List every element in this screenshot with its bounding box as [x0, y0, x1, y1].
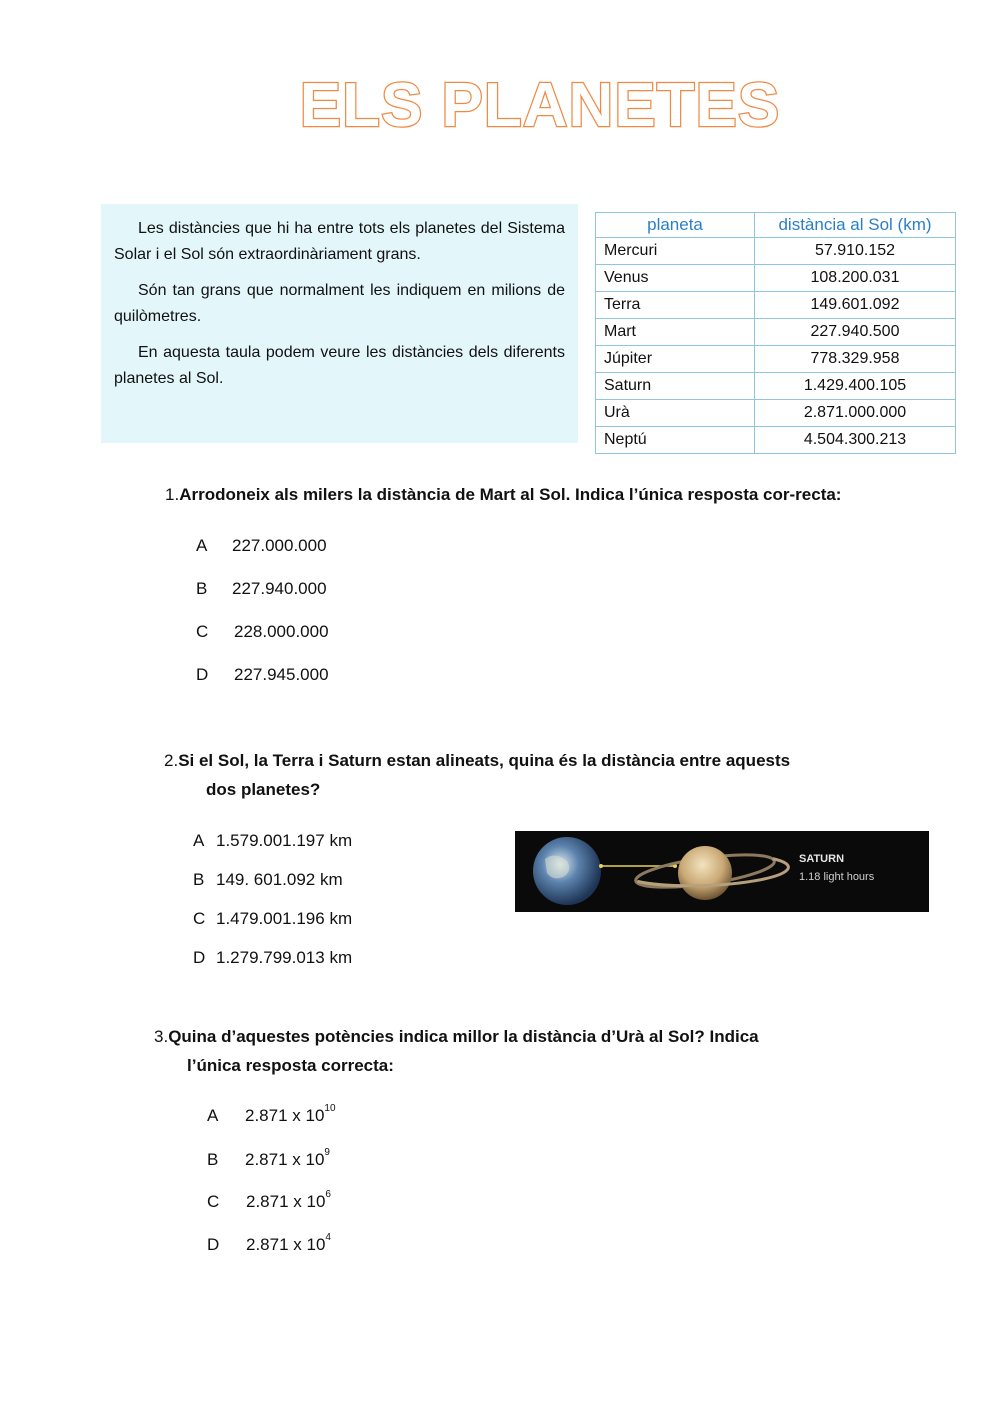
option-letter: C [196, 622, 209, 641]
option-value: 227.000.000 [232, 536, 327, 555]
option-exponent: 4 [325, 1232, 331, 1243]
q2-option-c[interactable] [193, 909, 352, 929]
header-distance: distància al Sol (km) [755, 213, 956, 238]
table-row [596, 292, 956, 319]
intro-paragraph: Les distàncies que hi ha entre tots els planetes del Sistema Solar i el Sol són extraordinàriament grans. [114, 220, 565, 263]
planet-name: Terra [596, 292, 755, 319]
option-exponent: 9 [324, 1147, 330, 1158]
planet-distance: 2.871.000.000 [755, 400, 956, 427]
option-letter: C [193, 909, 206, 928]
planet-name: Júpiter [596, 346, 755, 373]
option-value: 228.000.000 [234, 622, 329, 641]
option-value: 227.940.000 [232, 579, 327, 598]
q1-option-d[interactable] [196, 665, 329, 685]
option-exponent: 6 [325, 1189, 331, 1200]
option-letter: D [207, 1235, 220, 1254]
option-base: 2.871 x 10 [246, 1192, 326, 1211]
question-text: Si el Sol, la Terra i Saturn estan alineats, quina és la distància entre aquests [178, 751, 791, 770]
saturn-sublabel: 1.18 light hours [799, 871, 875, 883]
planet-name: Saturn [596, 373, 755, 400]
table-row [596, 319, 956, 346]
option-letter: A [193, 831, 205, 850]
option-letter: A [207, 1106, 219, 1125]
planet-distance: 149.601.092 [755, 292, 956, 319]
table-row [596, 346, 956, 373]
table-row [596, 427, 956, 454]
intro-paragraph: Són tan grans que normalment les indiquem en milions de quilòmetres. [114, 282, 565, 325]
option-letter: B [207, 1150, 219, 1169]
q2-option-b[interactable] [193, 870, 343, 890]
question-number: 1. [165, 485, 180, 504]
distance-table [595, 212, 956, 454]
q3-option-d[interactable] [207, 1232, 331, 1255]
question-number: 2. [164, 751, 179, 770]
q1-option-c[interactable] [196, 622, 329, 642]
option-letter: B [196, 579, 208, 598]
planet-distance: 227.940.500 [755, 319, 956, 346]
table-row [596, 373, 956, 400]
option-value: 1.279.799.013 km [216, 948, 353, 967]
earth-saturn-image [515, 831, 929, 912]
table-header-row [596, 213, 956, 238]
planet-name: Neptú [596, 427, 755, 454]
planet-name: Venus [596, 265, 755, 292]
question-1 [165, 480, 841, 509]
intro-paragraph: En aquesta taula podem veure les distàncies dels diferents planetes al Sol. [114, 344, 565, 387]
q1-option-a[interactable] [196, 536, 327, 556]
q3-option-c[interactable] [207, 1189, 331, 1212]
q2-option-a[interactable] [193, 831, 352, 851]
question-text: Arrodoneix als milers la distància de Mart al Sol. Indica l’única resposta cor-recta: [179, 485, 842, 504]
question-text-cont: l’única resposta correcta: [187, 1056, 394, 1075]
option-letter: B [193, 870, 205, 889]
option-letter: C [207, 1192, 220, 1211]
q3-option-a[interactable] [207, 1103, 336, 1126]
planet-name: Urà [596, 400, 755, 427]
option-letter: D [196, 665, 209, 684]
planet-distance: 4.504.300.213 [755, 427, 956, 454]
question-3 [154, 1022, 759, 1080]
option-value: 1.479.001.196 km [216, 909, 353, 928]
table-row [596, 238, 956, 265]
q3-option-b[interactable] [207, 1147, 330, 1170]
option-base: 2.871 x 10 [245, 1150, 325, 1169]
option-base: 2.871 x 10 [246, 1235, 326, 1254]
planet-distance: 1.429.400.105 [755, 373, 956, 400]
q1-option-b[interactable] [196, 579, 327, 599]
table-row [596, 265, 956, 292]
planet-distance: 57.910.152 [755, 238, 956, 265]
page-title: ELS PLANETES [299, 71, 781, 140]
question-text-cont: dos planetes? [206, 780, 321, 799]
option-value: 1.579.001.197 km [216, 831, 353, 850]
question-text: Quina d’aquestes potències indica millor la distància d’Urà al Sol? Indica [168, 1027, 759, 1046]
option-value: 149. 601.092 km [216, 870, 343, 889]
question-number: 3. [154, 1027, 169, 1046]
option-letter: A [196, 536, 208, 555]
intro-box [101, 204, 578, 443]
planet-distance: 778.329.958 [755, 346, 956, 373]
option-value: 227.945.000 [234, 665, 329, 684]
q2-option-d[interactable] [193, 948, 352, 968]
planet-name: Mart [596, 319, 755, 346]
option-base: 2.871 x 10 [245, 1106, 325, 1125]
option-exponent: 10 [324, 1103, 336, 1114]
saturn-label: SATURN [799, 853, 845, 865]
header-planet: planeta [596, 213, 755, 238]
question-2 [164, 746, 790, 804]
planet-name: Mercuri [596, 238, 755, 265]
option-letter: D [193, 948, 206, 967]
planet-distance: 108.200.031 [755, 265, 956, 292]
table-row [596, 400, 956, 427]
